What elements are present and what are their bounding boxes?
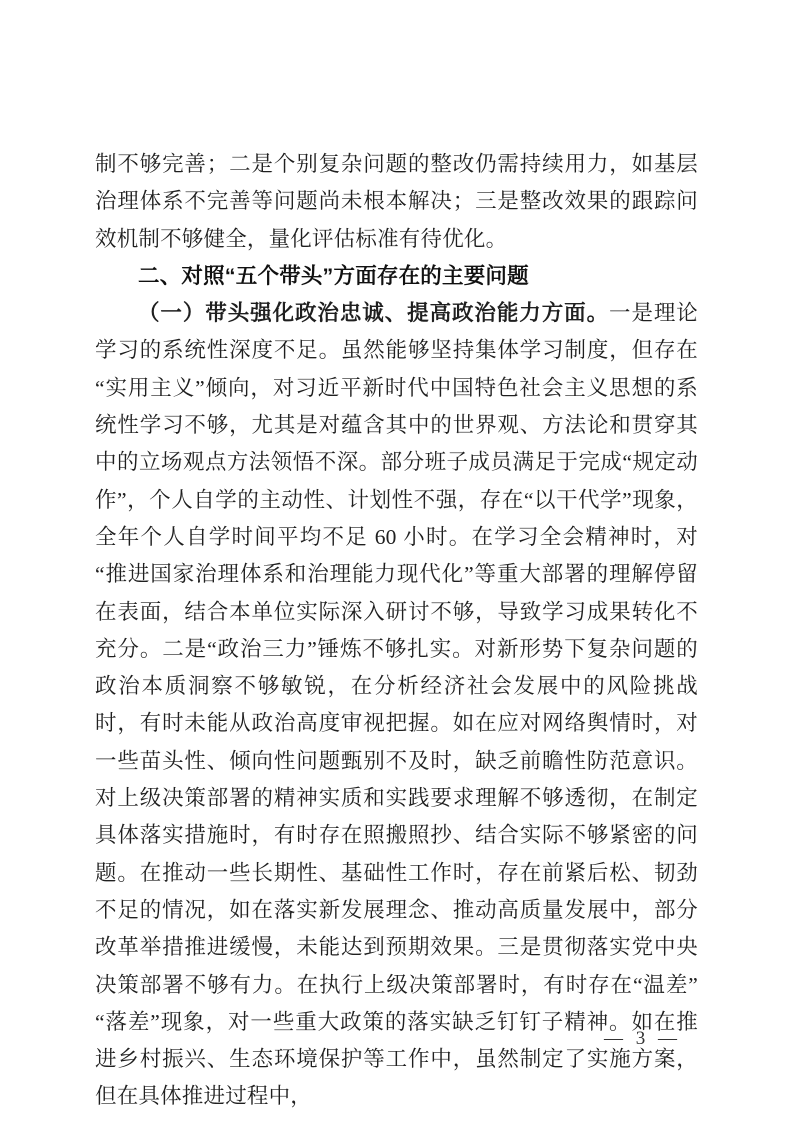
section-heading: 二、对照“五个带头”方面存在的主要问题	[138, 263, 529, 288]
subsection-body-text: 一是理论学习的系统性深度不足。虽然能够坚持集体学习制度，但存在“实用主义”倾向，对习近平新时代中国特色社会主义思想的系统性学习不够，尤其是对蕴含其中的世界观、方法论和贯穿其中的立场观点方法领悟不深。部分班子成员满足于完成“规定动作”，个人自学的主动性、计划性不强，存在“以干代学”现象，全年个人自学时间平均不足 60 小时。在学习全会精神时，对“推进国家治理体系和治理能力现代化”等重大部署的理解停留在表面，结合本单位实际深入研讨不够，导致学习成果转化不充分。二是“政治三力”锤炼不够扎实。对新形势下复杂问题的政治本质洞察不够敏锐，在分析经济社会发展中的风险挑战时，有时未能从政治高度审视把握。如在应对网络舆情时，对一些苗头性、倾向性问题甄别不及时，缺乏前瞻性防范意识。对上级决策部署的精神实质和实践要求理解不够透彻，在制定具体落实措施时，有时存在照搬照抄、结合实际不够紧密的问题。在推动一些长期性、基础性工作时，存在前紧后松、韧劲不足的情况，如在落实新发展理念、推动高质量发展中，部分改革举措推进缓慢，未能达到预期效果。三是贯彻落实党中央决策部署不够有力。在执行上级决策部署时，有时存在“温差”“落差”现象，对一些重大政策的落实缺乏钉钉子精神。如在推进乡村振兴、生态环境保护等工作中，虽然制定了实施方案，但在具体推进过程中，	[95, 301, 699, 1109]
paragraph-continuation: 制不够完善；二是个别复杂问题的整改仍需持续用力，如基层治理体系不完善等问题尚未根本解决；三是整改效果的跟踪问效机制不够健全，量化评估标准有待优化。	[95, 152, 698, 251]
subsection-lead: （一）带头强化政治忠诚、提高政治能力方面。	[138, 301, 610, 326]
page-number: — 3 —	[604, 1028, 681, 1049]
document-body	[95, 146, 698, 1116]
paragraph-subsection	[95, 295, 698, 1116]
